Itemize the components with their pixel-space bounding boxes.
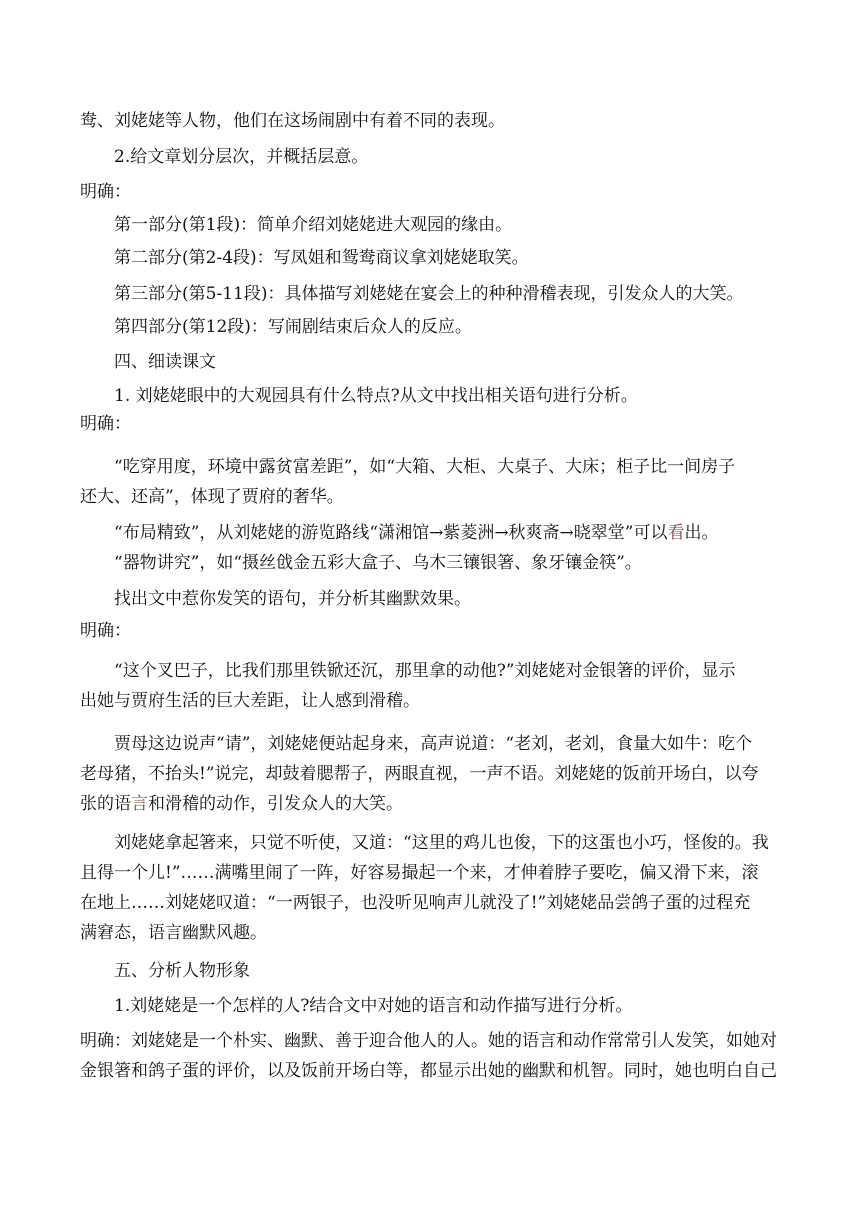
question-line: 1. 刘姥姥眼中的大观园具有什么特点?从文中找出相关语句进行分析。 — [114, 386, 638, 406]
text-segment: “布局精致”，从刘姥姥的游览路线“潇湘馆→紫菱洲→秋爽斋→晓翠堂”可以 — [114, 523, 668, 543]
text-line: 贾母这边说声“请”，刘姥姥便站起身来，高声说道：“老刘，老刘，食量大如牛：吃个 — [114, 734, 753, 754]
text-line: 鸯、刘姥姥等人物，他们在这场闹剧中有着不同的表现。 — [80, 111, 505, 131]
answer-label: 明确： — [80, 182, 131, 202]
text-line: 刘姥姥拿起箸来，只觉不听使，又道：“这里的鸡儿也俊，下的这蛋也小巧，怪俊的。我 — [114, 833, 769, 853]
answer-label: 明确： — [80, 621, 131, 641]
question-line: 1.刘姥姥是一个怎样的人?结合文中对她的语言和动作描写进行分析。 — [114, 996, 633, 1016]
answer-label: 明确： — [80, 414, 131, 434]
text-line: 明确：刘姥姥是一个朴实、幽默、善于迎合他人的人。她的语言和动作常常引人发笑，如她对 — [80, 1031, 777, 1051]
text-segment: 张的语 — [80, 794, 131, 814]
text-line — [80, 793, 403, 815]
question-line: 找出文中惹你发笑的语句，并分析其幽默效果。 — [114, 589, 471, 609]
text-line: 还大、还高”，体现了贾府的奢华。 — [80, 487, 344, 507]
text-segment: 出。 — [684, 523, 719, 543]
text-line: “吃穿用度，环境中露贫富差距”，如“大箱、大柜、大桌子、大床；柜子比一间房子 — [114, 457, 736, 477]
text-line: 金银箸和鸽子蛋的评价，以及饭前开场白等，都显示出她的幽默和机智。同时，她也明白自己 — [80, 1061, 777, 1081]
text-line: 老母猪，不抬头!”说完，却鼓着腮帮子，两眼直视，一声不语。刘姥姥的饭前开场白，以夸 — [80, 764, 759, 784]
text-line — [114, 522, 719, 544]
question-line: 2.给文章划分层次，并概括层意。 — [114, 147, 369, 167]
text-line: 出她与贾府生活的巨大差距，让人感到滑稽。 — [80, 691, 420, 711]
text-line: 第三部分(第5-11段)：具体描写刘姥姥在宴会上的种种滑稽表现，引发众人的大笑。 — [114, 284, 744, 304]
text-line: 第四部分(第12段)：写闹剧结束后众人的反应。 — [114, 317, 472, 337]
text-line: “这个叉巴子，比我们那里铁锨还沉，那里拿的动他?”刘姥姥对金银箸的评价，显示 — [114, 661, 736, 681]
section-heading: 四、细读课文 — [114, 352, 216, 372]
highlighted-text: 言 — [131, 794, 148, 814]
text-line: 第一部分(第1段)：简单介绍刘姥姥进大观园的缘由。 — [114, 215, 513, 235]
text-line: 满窘态，语言幽默风趣。 — [80, 923, 267, 943]
text-segment: 和滑稽的动作，引发众人的大笑。 — [148, 794, 403, 814]
highlighted-text: 看 — [667, 523, 685, 543]
text-line: 第二部分(第2-4段)：写凤姐和鸳鸯商议拿刘姥姥取笑。 — [114, 248, 529, 268]
text-line: “器物讲究”，如“摄丝戗金五彩大盒子、乌木三镶银箸、象牙镶金筷”。 — [114, 553, 642, 573]
section-heading: 五、分析人物形象 — [114, 961, 250, 981]
text-line: 且得一个儿!”……满嘴里闹了一阵，好容易撮起一个来，才伸着脖子要吃，偏又滑下来，滚 — [80, 863, 759, 883]
text-line: 在地上……刘姥姥叹道：“一两银子，也没听见响声儿就没了!”刘姥姥品尝鸽子蛋的过程充 — [80, 893, 751, 913]
